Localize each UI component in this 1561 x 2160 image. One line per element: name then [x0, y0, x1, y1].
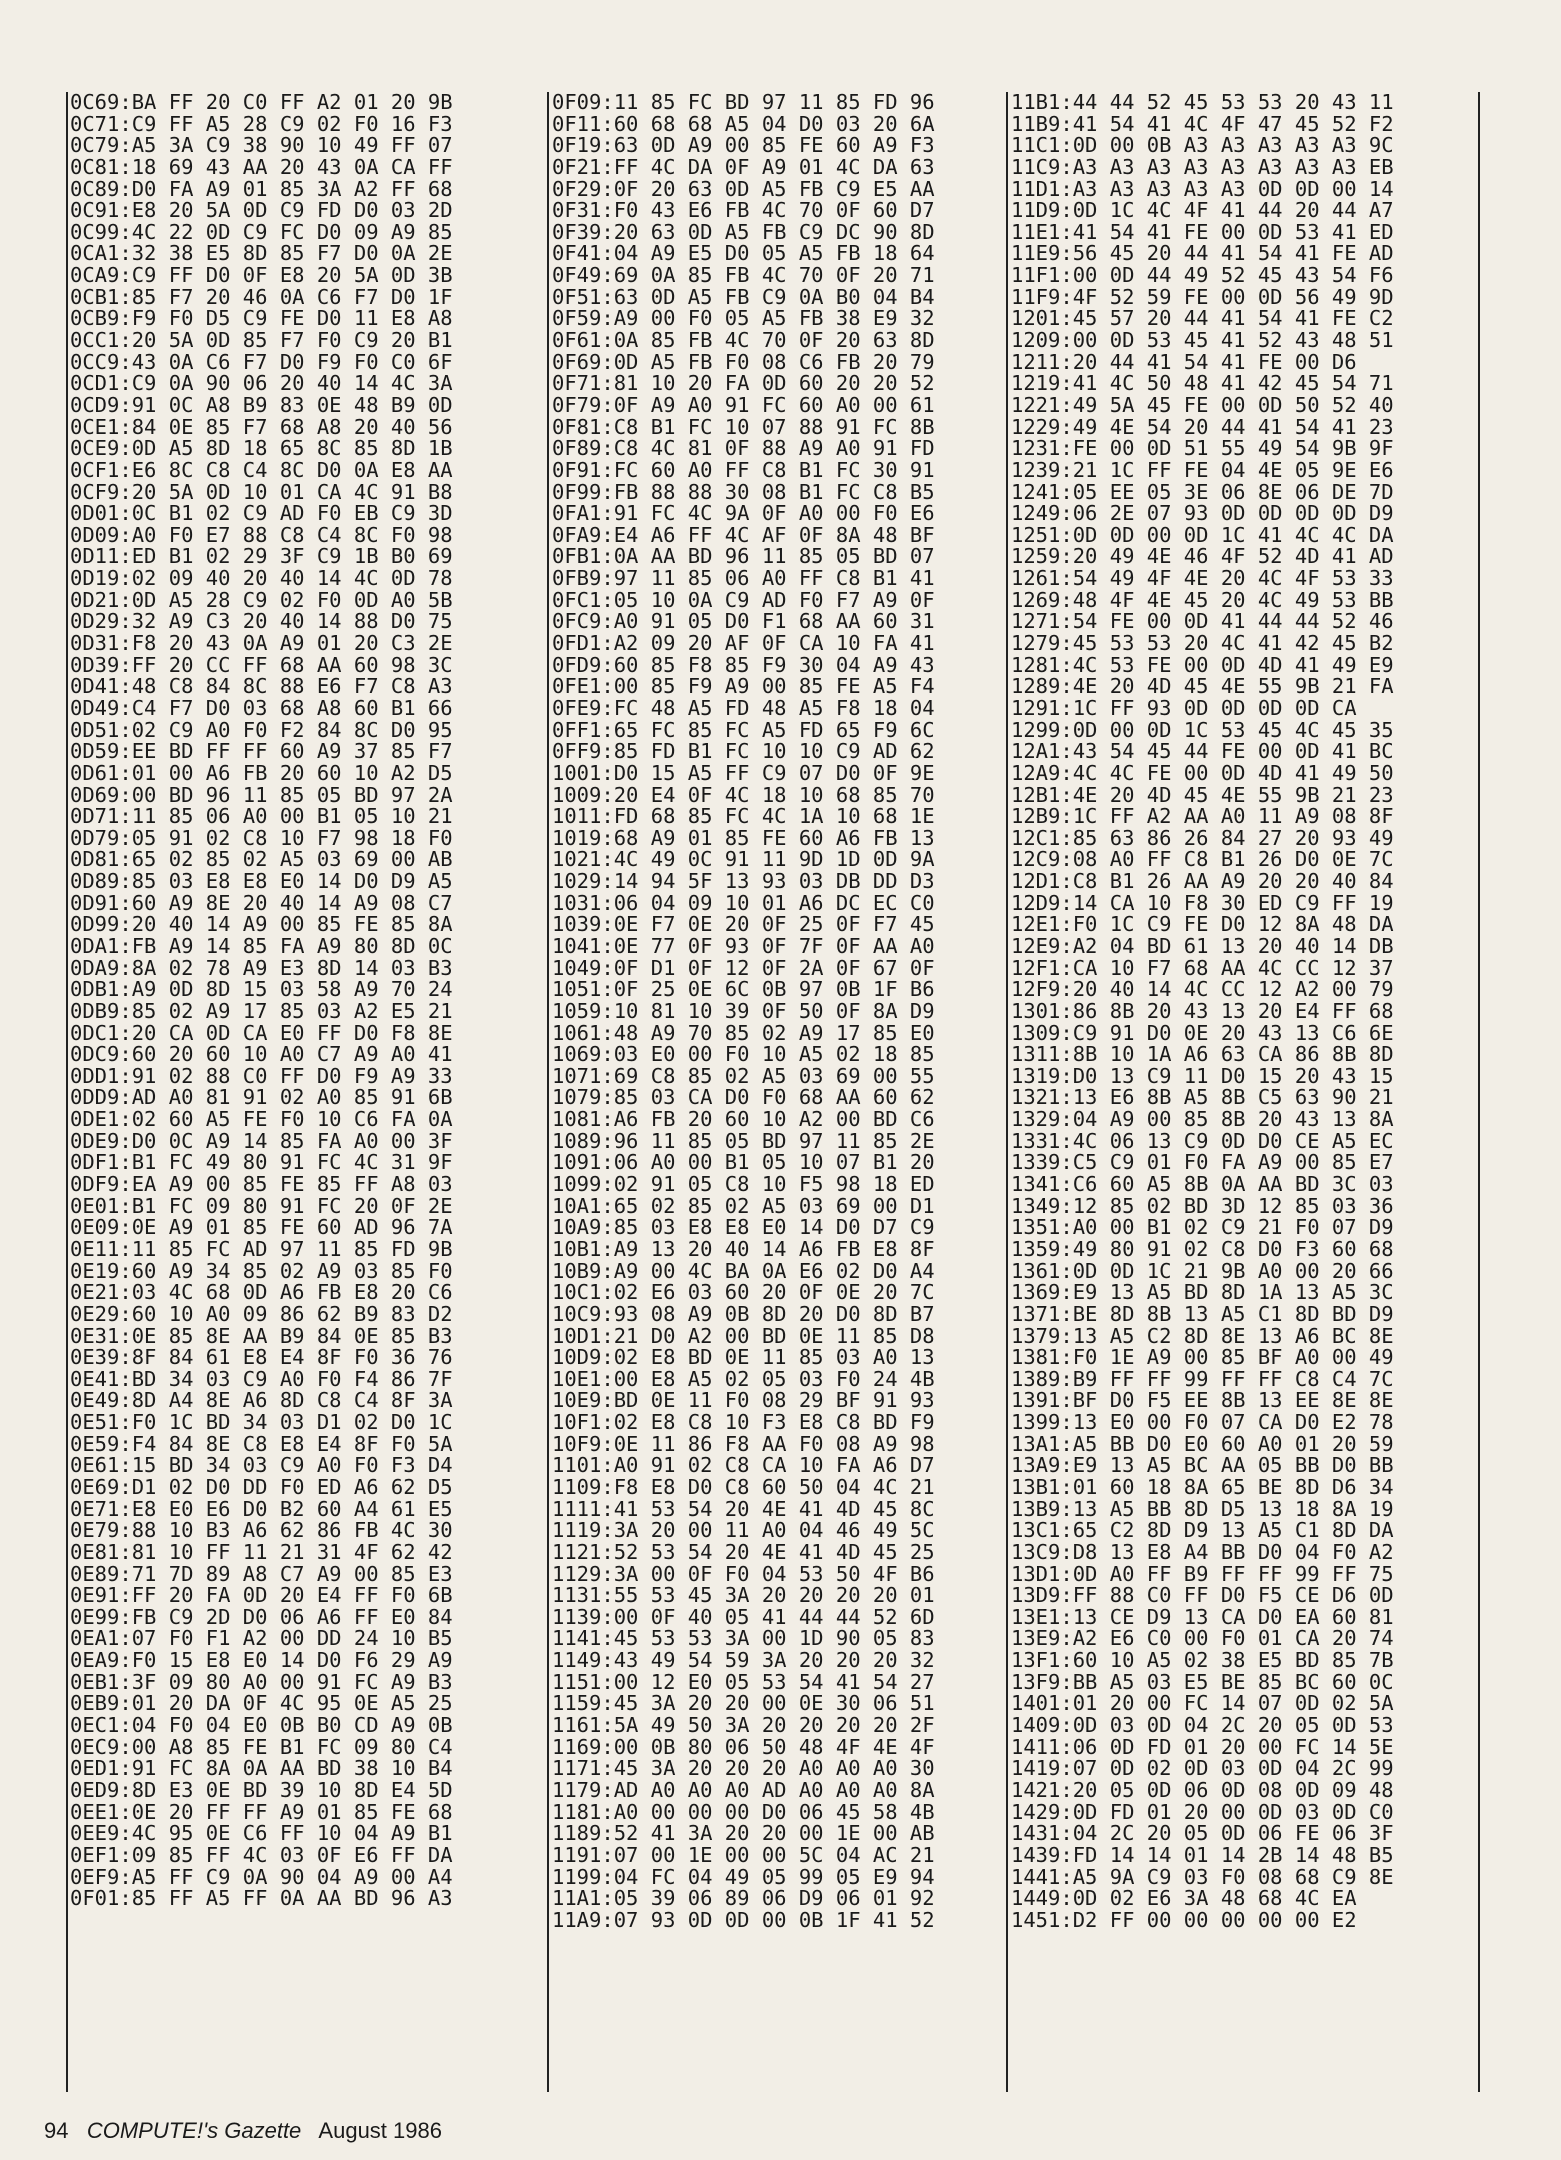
listing-line: 0FC1:05 10 0A C9 AD F0 F7 A9 0F	[552, 589, 935, 612]
listing-line: 13E9:A2 E6 C0 00 F0 01 CA 20 74	[1011, 1628, 1394, 1651]
listing-line: 10D9:02 E8 BD 0E 11 85 03 A0 13	[552, 1347, 935, 1369]
listing-line: 1269:48 4F 4E 45 20 4C 49 53 BB	[1011, 589, 1394, 612]
listing-line: 0DF1:B1 FC 49 80 91 FC 4C 31 9F	[70, 1152, 453, 1175]
listing-line: 11D9:0D 1C 4C 4F 41 44 20 44 A7	[1011, 200, 1394, 222]
listing-line: 1221:49 5A 45 FE 00 0D 50 52 40	[1011, 394, 1394, 417]
listing-line: 1151:00 12 E0 05 53 54 41 54 27	[552, 1671, 935, 1694]
listing-line: 0EC1:04 F0 04 E0 0B B0 CD A9 0B	[70, 1715, 453, 1737]
listing-line: 1231:FE 00 0D 51 55 49 54 9B 9F	[1011, 438, 1394, 460]
listing-line: 12C1:85 63 86 26 84 27 20 93 49	[1011, 827, 1394, 850]
listing-line: 0FB1:0A AA BD 96 11 85 05 BD 07	[552, 546, 935, 569]
listing-line: 0E61:15 BD 34 03 C9 A0 F0 F3 D4	[70, 1455, 453, 1477]
page-number: 94	[44, 2118, 69, 2143]
listing-line: 1451:D2 FF 00 00 00 00 00 E2	[1011, 1909, 1357, 1932]
listing-line: 0CB9:F9 F0 D5 C9 FE D0 11 E8 A8	[70, 308, 453, 331]
listing-line: 1331:4C 06 13 C9 0D D0 CE A5 EC	[1011, 1130, 1394, 1153]
listing-line: 0F01:85 FF A5 FF 0A AA BD 96 A3	[70, 1888, 453, 1910]
listing-line: 0FA9:E4 A6 FF 4C AF 0F 8A 48 BF	[552, 524, 935, 547]
magazine-name: COMPUTE!'s Gazette	[86, 2118, 302, 2143]
listing-line: 1119:3A 20 00 11 A0 04 46 49 5C	[552, 1520, 935, 1542]
listing-line: 1241:05 EE 05 3E 06 8E 06 DE 7D	[1011, 481, 1394, 504]
listing-line: 0D69:00 BD 96 11 85 05 BD 97 2A	[70, 784, 453, 807]
listing-line: 0E21:03 4C 68 0D A6 FB E8 20 C6	[70, 1282, 453, 1304]
listing-line: 0C69:BA FF 20 C0 FF A2 01 20 9B	[70, 92, 453, 114]
listing-line: 1391:BF D0 F5 EE 8B 13 EE 8E 8E	[1011, 1390, 1394, 1413]
listing-line: 0F39:20 63 0D A5 FB C9 DC 90 8D	[552, 221, 935, 244]
listing-line: 0F19:63 0D A9 00 85 FE 60 A9 F3	[552, 135, 935, 157]
listing-line: 0F49:69 0A 85 FB 4C 70 0F 20 71	[552, 265, 935, 287]
listing-line: 0DC9:60 20 60 10 A0 C7 A9 A0 41	[70, 1044, 453, 1066]
listing-line: 0EA9:F0 15 E8 E0 14 D0 F6 29 A9	[70, 1650, 453, 1672]
listing-line: 0ED1:91 FC 8A 0A AA BD 38 10 B4	[70, 1758, 453, 1780]
listing-line: 13B9:13 A5 BB 8D D5 13 18 8A 19	[1011, 1498, 1394, 1521]
listing-line: 1361:0D 0D 1C 21 9B A0 00 20 66	[1011, 1260, 1394, 1283]
listing-line: 0F41:04 A9 E5 D0 05 A5 FB 18 64	[552, 243, 935, 266]
listing-line: 0EA1:07 F0 F1 A2 00 DD 24 10 B5	[70, 1628, 453, 1651]
listing-line: 0D81:65 02 85 02 A5 03 69 00 AB	[70, 849, 453, 872]
listing-line: 1059:10 81 10 39 0F 50 0F 8A D9	[552, 1000, 935, 1023]
listing-line: 0E49:8D A4 8E A6 8D C8 C4 8F 3A	[70, 1390, 453, 1413]
listing-line: 1029:14 94 5F 13 93 03 DB DD D3	[552, 871, 935, 893]
listing-line: 0CF9:20 5A 0D 10 01 CA 4C 91 B8	[70, 481, 453, 504]
listing-line: 0E31:0E 85 8E AA B9 84 0E 85 B3	[70, 1325, 453, 1348]
listing-line: 0E11:11 85 FC AD 97 11 85 FD 9B	[70, 1238, 453, 1261]
listing-line: 1199:04 FC 04 49 05 99 05 E9 94	[552, 1866, 935, 1889]
listing-line: 1201:45 57 20 44 41 54 41 FE C2	[1011, 308, 1394, 331]
listing-line: 13E1:13 CE D9 13 CA D0 EA 60 81	[1011, 1606, 1394, 1629]
listing-line: 1381:F0 1E A9 00 85 BF A0 00 49	[1011, 1347, 1394, 1369]
listing-line: 0E91:FF 20 FA 0D 20 E4 FF F0 6B	[70, 1585, 453, 1607]
listing-line: 0E39:8F 84 61 E8 E4 8F F0 36 76	[70, 1347, 453, 1369]
listing-line: 1439:FD 14 14 01 14 2B 14 48 B5	[1011, 1844, 1394, 1867]
listing-line: 1281:4C 53 FE 00 0D 4D 41 49 E9	[1011, 654, 1394, 677]
listing-line: 10C1:02 E6 03 60 20 0F 0E 20 7C	[552, 1282, 935, 1304]
listing-line: 1319:D0 13 C9 11 D0 15 20 43 15	[1011, 1065, 1394, 1088]
listing-line: 0F79:0F A9 A0 91 FC 60 A0 00 61	[552, 394, 935, 417]
listing-line: 0FE9:FC 48 A5 FD 48 A5 F8 18 04	[552, 697, 935, 720]
listing-line: 0FF1:65 FC 85 FC A5 FD 65 F9 6C	[552, 719, 935, 742]
listing-line: 0E81:81 10 FF 11 21 31 4F 62 42	[70, 1541, 453, 1564]
listing-line: 12F9:20 40 14 4C CC 12 A2 00 79	[1011, 979, 1394, 1001]
listing-line: 0EF1:09 85 FF 4C 03 0F E6 FF DA	[70, 1844, 453, 1867]
listing-line: 1301:86 8B 20 43 13 20 E4 FF 68	[1011, 1000, 1394, 1023]
listing-line: 0DB9:85 02 A9 17 85 03 A2 E5 21	[70, 1000, 453, 1023]
listing-line: 0F21:FF 4C DA 0F A9 01 4C DA 63	[552, 156, 935, 179]
listing-line: 0CA1:32 38 E5 8D 85 F7 D0 0A 2E	[70, 243, 453, 266]
listing-line: 1239:21 1C FF FE 04 4E 05 9E E6	[1011, 459, 1394, 482]
listing-line: 0CE9:0D A5 8D 18 65 8C 85 8D 1B	[70, 438, 453, 460]
listing-line: 13B1:01 60 18 8A 65 BE 8D D6 34	[1011, 1477, 1394, 1499]
listing-line: 1019:68 A9 01 85 FE 60 A6 FB 13	[552, 827, 935, 850]
listing-line: 0CF1:E6 8C C8 C4 8C D0 0A E8 AA	[70, 459, 453, 482]
listing-line: 1211:20 44 41 54 41 FE 00 D6	[1011, 351, 1357, 374]
listing-line: 0FC9:A0 91 05 D0 F1 68 AA 60 31	[552, 611, 935, 634]
listing-line: 0D11:ED B1 02 29 3F C9 1B B0 69	[70, 546, 453, 569]
listing-line: 1131:55 53 45 3A 20 20 20 20 01	[552, 1585, 935, 1607]
listing-line: 1359:49 80 91 02 C8 D0 F3 60 68	[1011, 1238, 1394, 1261]
listing-line: 0D09:A0 F0 E7 88 C8 C4 8C F0 98	[70, 524, 453, 547]
listing-line: 0CD9:91 0C A8 B9 83 0E 48 B9 0D	[70, 394, 453, 417]
listing-line: 0EE1:0E 20 FF FF A9 01 85 FE 68	[70, 1801, 453, 1824]
listing-line: 13A9:E9 13 A5 BC AA 05 BB D0 BB	[1011, 1455, 1394, 1477]
listing-line: 0DC1:20 CA 0D CA E0 FF D0 F8 8E	[70, 1022, 453, 1045]
listing-line: 13C9:D8 13 E8 A4 BB D0 04 F0 A2	[1011, 1541, 1394, 1564]
listing-line: 1009:20 E4 0F 4C 18 10 68 85 70	[552, 784, 935, 807]
listing-line: 1071:69 C8 85 02 A5 03 69 00 55	[552, 1065, 935, 1088]
listing-line: 1209:00 0D 53 45 41 52 43 48 51	[1011, 330, 1394, 352]
listing-line: 1329:04 A9 00 85 8B 20 43 13 8A	[1011, 1109, 1394, 1131]
listing-line: 1001:D0 15 A5 FF C9 07 D0 0F 9E	[552, 762, 935, 785]
listing-line: 0D49:C4 F7 D0 03 68 A8 60 B1 66	[70, 697, 453, 720]
listing-line: 1339:C5 C9 01 F0 FA A9 00 85 E7	[1011, 1152, 1394, 1175]
listing-line: 1371:BE 8D 8B 13 A5 C1 8D BD D9	[1011, 1303, 1394, 1326]
listing-line: 1421:20 05 0D 06 0D 08 0D 09 48	[1011, 1779, 1394, 1802]
listing-line: 0D29:32 A9 C3 20 40 14 88 D0 75	[70, 611, 453, 634]
listing-line: 10B1:A9 13 20 40 14 A6 FB E8 8F	[552, 1238, 935, 1261]
listing-line: 0D19:02 09 40 20 40 14 4C 0D 78	[70, 568, 453, 590]
listing-line: 13F9:BB A5 03 E5 BE 85 BC 60 0C	[1011, 1671, 1394, 1694]
listing-line: 1031:06 04 09 10 01 A6 DC EC C0	[552, 892, 935, 915]
listing-line: 0D41:48 C8 84 8C 88 E6 F7 C8 A3	[70, 676, 453, 698]
listing-line: 1161:5A 49 50 3A 20 20 20 20 2F	[552, 1715, 935, 1737]
listing-line: 1049:0F D1 0F 12 0F 2A 0F 67 0F	[552, 957, 935, 980]
listing-line: 11A9:07 93 0D 0D 00 0B 1F 41 52	[552, 1909, 935, 1932]
listing-line: 1259:20 49 4E 46 4F 52 4D 41 AD	[1011, 546, 1394, 569]
listing-line: 1079:85 03 CA D0 F0 68 AA 60 62	[552, 1087, 935, 1110]
listing-line: 1121:52 53 54 20 4E 41 4D 45 25	[552, 1541, 935, 1564]
listing-line: 1041:0E 77 0F 93 0F 7F 0F AA A0	[552, 935, 935, 958]
listing-line: 1279:45 53 53 20 4C 41 42 45 B2	[1011, 633, 1394, 655]
listing-line: 0FE1:00 85 F9 A9 00 85 FE A5 F4	[552, 676, 935, 698]
listing-line: 1261:54 49 4F 4E 20 4C 4F 53 33	[1011, 568, 1394, 590]
listing-line: 1191:07 00 1E 00 00 5C 04 AC 21	[552, 1844, 935, 1867]
listing-line: 1171:45 3A 20 20 20 A0 A0 A0 30	[552, 1758, 935, 1780]
listing-line: 10D1:21 D0 A2 00 BD 0E 11 85 D8	[552, 1325, 935, 1348]
listing-line: 1419:07 0D 02 0D 03 0D 04 2C 99	[1011, 1758, 1394, 1780]
listing-line: 12B9:1C FF A2 AA A0 11 A9 08 8F	[1011, 806, 1394, 828]
listing-line: 0E29:60 10 A0 09 86 62 B9 83 D2	[70, 1303, 453, 1326]
column-rule-right	[1478, 92, 1480, 2092]
listing-line: 0F31:F0 43 E6 FB 4C 70 0F 60 D7	[552, 200, 935, 222]
listing-line: 1441:A5 9A C9 03 F0 08 68 C9 8E	[1011, 1866, 1394, 1889]
listing-line: 1219:41 4C 50 48 41 42 45 54 71	[1011, 373, 1394, 395]
listing-line: 1141:45 53 53 3A 00 1D 90 05 83	[552, 1628, 935, 1651]
listing-line: 12E9:A2 04 BD 61 13 20 40 14 DB	[1011, 935, 1394, 958]
listing-line: 1101:A0 91 02 C8 CA 10 FA A6 D7	[552, 1455, 935, 1477]
listing-line: 0FB9:97 11 85 06 A0 FF C8 B1 41	[552, 568, 935, 590]
listing-line: 12D1:C8 B1 26 AA A9 20 20 40 84	[1011, 871, 1394, 893]
listing-line: 0C81:18 69 43 AA 20 43 0A CA FF	[70, 156, 453, 179]
listing-line: 0D01:0C B1 02 C9 AD F0 EB C9 3D	[70, 503, 453, 525]
listing-line: 0EC9:00 A8 85 FE B1 FC 09 80 C4	[70, 1736, 453, 1759]
listing-line: 11C9:A3 A3 A3 A3 A3 A3 A3 A3 EB	[1011, 156, 1394, 179]
listing-line: 0DA9:8A 02 78 A9 E3 8D 14 03 B3	[70, 957, 453, 980]
listing-line: 0D89:85 03 E8 E8 E0 14 D0 D9 A5	[70, 871, 453, 893]
listing-line: 1011:FD 68 85 FC 4C 1A 10 68 1E	[552, 806, 935, 828]
listing-line: 1159:45 3A 20 20 00 0E 30 06 51	[552, 1693, 935, 1716]
listing-line: 1309:C9 91 D0 0E 20 43 13 C6 6E	[1011, 1022, 1394, 1045]
listing-line: 0F71:81 10 20 FA 0D 60 20 20 52	[552, 373, 935, 395]
listing-line: 10A1:65 02 85 02 A5 03 69 00 D1	[552, 1195, 935, 1218]
listing-line: 0DB1:A9 0D 8D 15 03 58 A9 70 24	[70, 979, 453, 1001]
listing-line: 0D99:20 40 14 A9 00 85 FE 85 8A	[70, 914, 453, 936]
listing-line: 1089:96 11 85 05 BD 97 11 85 2E	[552, 1130, 935, 1153]
listing-line: 1179:AD A0 A0 A0 AD A0 A0 A0 8A	[552, 1779, 935, 1802]
listing-line: 0F51:63 0D A5 FB C9 0A B0 04 B4	[552, 286, 935, 309]
listing-line: 1021:4C 49 0C 91 11 9D 1D 0D 9A	[552, 849, 935, 872]
listing-line: 0D91:60 A9 8E 20 40 14 A9 08 C7	[70, 892, 453, 915]
listing-line: 13D9:FF 88 C0 FF D0 F5 CE D6 0D	[1011, 1585, 1394, 1607]
listing-line: 0DE9:D0 0C A9 14 85 FA A0 00 3F	[70, 1130, 453, 1153]
listing-line: 0D31:F8 20 43 0A A9 01 20 C3 2E	[70, 633, 453, 655]
listing-line: 1099:02 91 05 C8 10 F5 98 18 ED	[552, 1174, 935, 1196]
listing-line: 13C1:65 C2 8D D9 13 A5 C1 8D DA	[1011, 1520, 1394, 1542]
listing-line: 12D9:14 CA 10 F8 30 ED C9 FF 19	[1011, 892, 1394, 915]
listing-line: 0F09:11 85 FC BD 97 11 85 FD 96	[552, 92, 935, 114]
listing-line: 11F9:4F 52 59 FE 00 0D 56 49 9D	[1011, 286, 1394, 309]
listing-line: 0E69:D1 02 D0 DD F0 ED A6 62 D5	[70, 1477, 453, 1499]
listing-line: 1379:13 A5 C2 8D 8E 13 A6 BC 8E	[1011, 1325, 1394, 1348]
listing-line: 1429:0D FD 01 20 00 0D 03 0D C0	[1011, 1801, 1394, 1824]
listing-line: 0F69:0D A5 FB F0 08 C6 FB 20 79	[552, 351, 935, 374]
listing-line: 1251:0D 0D 00 0D 1C 41 4C 4C DA	[1011, 524, 1394, 547]
listing-line: 0D39:FF 20 CC FF 68 AA 60 98 3C	[70, 654, 453, 677]
listing-line: 0F89:C8 4C 81 0F 88 A9 A0 91 FD	[552, 438, 935, 460]
listing-line: 1039:0E F7 0E 20 0F 25 0F F7 45	[552, 914, 935, 936]
listing-line: 1431:04 2C 20 05 0D 06 FE 06 3F	[1011, 1823, 1394, 1845]
listing-line: 13D1:0D A0 FF B9 FF FF 99 FF 75	[1011, 1563, 1394, 1586]
listing-line: 0D51:02 C9 A0 F0 F2 84 8C D0 95	[70, 719, 453, 742]
listing-line: 0EB9:01 20 DA 0F 4C 95 0E A5 25	[70, 1693, 453, 1716]
hex-column-3	[1011, 92, 1394, 1931]
listing-line: 11F1:00 0D 44 49 52 45 43 54 F6	[1011, 265, 1394, 287]
listing-line: 0E99:FB C9 2D D0 06 A6 FF E0 84	[70, 1606, 453, 1629]
listing-line: 1181:A0 00 00 00 D0 06 45 58 4B	[552, 1801, 935, 1824]
listing-line: 0C71:C9 FF A5 28 C9 02 F0 16 F3	[70, 113, 453, 136]
listing-line: 10B9:A9 00 4C BA 0A E6 02 D0 A4	[552, 1260, 935, 1283]
listing-line: 0E01:B1 FC 09 80 91 FC 20 0F 2E	[70, 1195, 453, 1218]
listing-line: 1351:A0 00 B1 02 C9 21 F0 07 D9	[1011, 1217, 1394, 1239]
listing-line: 0E71:E8 E0 E6 D0 B2 60 A4 61 E5	[70, 1498, 453, 1521]
listing-line: 1399:13 E0 00 F0 07 CA D0 E2 78	[1011, 1412, 1394, 1434]
listing-line: 0DD1:91 02 88 C0 FF D0 F9 A9 33	[70, 1065, 453, 1088]
listing-line: 11E1:41 54 41 FE 00 0D 53 41 ED	[1011, 221, 1394, 244]
listing-line: 1411:06 0D FD 01 20 00 FC 14 5E	[1011, 1736, 1394, 1759]
listing-line: 12A1:43 54 45 44 FE 00 0D 41 BC	[1011, 741, 1394, 763]
listing-line: 0D21:0D A5 28 C9 02 F0 0D A0 5B	[70, 589, 453, 612]
listing-line: 12E1:F0 1C C9 FE D0 12 8A 48 DA	[1011, 914, 1394, 936]
column-rule-1	[547, 92, 549, 2092]
listing-line: 0E19:60 A9 34 85 02 A9 03 85 F0	[70, 1260, 453, 1283]
listing-line: 11B9:41 54 41 4C 4F 47 45 52 F2	[1011, 113, 1394, 136]
listing-line: 0F91:FC 60 A0 FF C8 B1 FC 30 91	[552, 459, 935, 482]
listing-line: 0DF9:EA A9 00 85 FE 85 FF A8 03	[70, 1174, 453, 1196]
listing-line: 1051:0F 25 0E 6C 0B 97 0B 1F B6	[552, 979, 935, 1001]
listing-line: 1289:4E 20 4D 45 4E 55 9B 21 FA	[1011, 676, 1394, 698]
listing-line: 1061:48 A9 70 85 02 A9 17 85 E0	[552, 1022, 935, 1045]
listing-line: 1349:12 85 02 BD 3D 12 85 03 36	[1011, 1195, 1394, 1218]
listing-line: 1229:49 4E 54 20 44 41 54 41 23	[1011, 416, 1394, 439]
listing-line: 11C1:0D 00 0B A3 A3 A3 A3 A3 9C	[1011, 135, 1394, 157]
listing-line: 1369:E9 13 A5 BD 8D 1A 13 A5 3C	[1011, 1282, 1394, 1304]
listing-line: 1249:06 2E 07 93 0D 0D 0D 0D D9	[1011, 503, 1394, 525]
listing-line: 1111:41 53 54 20 4E 41 4D 45 8C	[552, 1498, 935, 1521]
listing-line: 12F1:CA 10 F7 68 AA 4C CC 12 37	[1011, 957, 1394, 980]
listing-line: 1149:43 49 54 59 3A 20 20 20 32	[552, 1650, 935, 1672]
listing-line: 1389:B9 FF FF 99 FF FF C8 C4 7C	[1011, 1368, 1394, 1391]
listing-line: 0CE1:84 0E 85 F7 68 A8 20 40 56	[70, 416, 453, 439]
page-footer	[44, 2118, 442, 2144]
listing-line: 12A9:4C 4C FE 00 0D 4D 41 49 50	[1011, 762, 1394, 785]
listing-line: 12C9:08 A0 FF C8 B1 26 D0 0E 7C	[1011, 849, 1394, 872]
listing-line: 11E9:56 45 20 44 41 54 41 FE AD	[1011, 243, 1394, 266]
listing-line: 1129:3A 00 0F F0 04 53 50 4F B6	[552, 1563, 935, 1586]
listing-line: 0DE1:02 60 A5 FE F0 10 C6 FA 0A	[70, 1109, 453, 1131]
listing-line: 0CC1:20 5A 0D 85 F7 F0 C9 20 B1	[70, 330, 453, 352]
listing-line: 0C99:4C 22 0D C9 FC D0 09 A9 85	[70, 221, 453, 244]
listing-line: 0F61:0A 85 FB 4C 70 0F 20 63 8D	[552, 330, 935, 352]
listing-line: 10F9:0E 11 86 F8 AA F0 08 A9 98	[552, 1433, 935, 1456]
listing-line: 0FD1:A2 09 20 AF 0F CA 10 FA 41	[552, 633, 935, 655]
listing-line: 1299:0D 00 0D 1C 53 45 4C 45 35	[1011, 719, 1394, 742]
listing-line: 0F81:C8 B1 FC 10 07 88 91 FC 8B	[552, 416, 935, 439]
listing-line: 10F1:02 E8 C8 10 F3 E8 C8 BD F9	[552, 1412, 935, 1434]
listing-line: 0F29:0F 20 63 0D A5 FB C9 E5 AA	[552, 178, 935, 201]
issue-date: August 1986	[318, 2118, 442, 2143]
listing-line: 10C9:93 08 A9 0B 8D 20 D0 8D B7	[552, 1303, 935, 1326]
listing-line: 0D61:01 00 A6 FB 20 60 10 A2 D5	[70, 762, 453, 785]
listing-line: 1169:00 0B 80 06 50 48 4F 4E 4F	[552, 1736, 935, 1759]
listing-line: 0E79:88 10 B3 A6 62 86 FB 4C 30	[70, 1520, 453, 1542]
column-rule-2	[1006, 92, 1008, 2092]
listing-line: 0FD9:60 85 F8 85 F9 30 04 A9 43	[552, 654, 935, 677]
listing-line: 0FF9:85 FD B1 FC 10 10 C9 AD 62	[552, 741, 935, 763]
listing-line: 1109:F8 E8 D0 C8 60 50 04 4C 21	[552, 1477, 935, 1499]
listing-line: 0DA1:FB A9 14 85 FA A9 80 8D 0C	[70, 935, 453, 958]
listing-line: 1189:52 41 3A 20 20 00 1E 00 AB	[552, 1823, 935, 1845]
listing-line: 1341:C6 60 A5 8B 0A AA BD 3C 03	[1011, 1174, 1394, 1196]
listing-line: 0C91:E8 20 5A 0D C9 FD D0 03 2D	[70, 200, 453, 222]
listing-line: 0CC9:43 0A C6 F7 D0 F9 F0 C0 6F	[70, 351, 453, 374]
listing-line: 0F11:60 68 68 A5 04 D0 03 20 6A	[552, 113, 935, 136]
listing-line: 0C79:A5 3A C9 38 90 10 49 FF 07	[70, 135, 453, 157]
listing-line: 0C89:D0 FA A9 01 85 3A A2 FF 68	[70, 178, 453, 201]
listing-line: 0E89:71 7D 89 A8 C7 A9 00 85 E3	[70, 1563, 453, 1586]
listing-line: 0E09:0E A9 01 85 FE 60 AD 96 7A	[70, 1217, 453, 1239]
listing-line: 0EB1:3F 09 80 A0 00 91 FC A9 B3	[70, 1671, 453, 1694]
listing-line: 0DD9:AD A0 81 91 02 A0 85 91 6B	[70, 1087, 453, 1110]
listing-line: 13F1:60 10 A5 02 38 E5 BD 85 7B	[1011, 1650, 1394, 1672]
listing-line: 12B1:4E 20 4D 45 4E 55 9B 21 23	[1011, 784, 1394, 807]
listing-line: 0F99:FB 88 88 30 08 B1 FC C8 B5	[552, 481, 935, 504]
listing-line: 1409:0D 03 0D 04 2C 20 05 0D 53	[1011, 1715, 1394, 1737]
listing-line: 11A1:05 39 06 89 06 D9 06 01 92	[552, 1888, 935, 1910]
listing-line: 0EF9:A5 FF C9 0A 90 04 A9 00 A4	[70, 1866, 453, 1889]
listing-line: 1069:03 E0 00 F0 10 A5 02 18 85	[552, 1044, 935, 1066]
listing-line: 0E41:BD 34 03 C9 A0 F0 F4 86 7F	[70, 1368, 453, 1391]
listing-line: 0D79:05 91 02 C8 10 F7 98 18 F0	[70, 827, 453, 850]
listing-line: 1311:8B 10 1A A6 63 CA 86 8B 8D	[1011, 1044, 1394, 1066]
listing-line: 0CD1:C9 0A 90 06 20 40 14 4C 3A	[70, 373, 453, 395]
listing-line: 10A9:85 03 E8 E8 E0 14 D0 D7 C9	[552, 1217, 935, 1239]
listing-line: 1401:01 20 00 FC 14 07 0D 02 5A	[1011, 1693, 1394, 1716]
listing-line: 0E59:F4 84 8E C8 E8 E4 8F F0 5A	[70, 1433, 453, 1456]
listing-line: 13A1:A5 BB D0 E0 60 A0 01 20 59	[1011, 1433, 1394, 1456]
listing-line: 10E9:BD 0E 11 F0 08 29 BF 91 93	[552, 1390, 935, 1413]
listing-line: 0D59:EE BD FF FF 60 A9 37 85 F7	[70, 741, 453, 763]
listing-line: 10E1:00 E8 A5 02 05 03 F0 24 4B	[552, 1368, 935, 1391]
listing-line: 0E51:F0 1C BD 34 03 D1 02 D0 1C	[70, 1412, 453, 1434]
listing-line: 1449:0D 02 E6 3A 48 68 4C EA	[1011, 1888, 1357, 1910]
listing-line: 0D71:11 85 06 A0 00 B1 05 10 21	[70, 806, 453, 828]
listing-line: 11B1:44 44 52 45 53 53 20 43 11	[1011, 92, 1394, 114]
listing-line: 0CB1:85 F7 20 46 0A C6 F7 D0 1F	[70, 286, 453, 309]
listing-line: 0CA9:C9 FF D0 0F E8 20 5A 0D 3B	[70, 265, 453, 287]
column-rule-left	[66, 92, 68, 2092]
listing-line: 1091:06 A0 00 B1 05 10 07 B1 20	[552, 1152, 935, 1175]
listing-line: 1271:54 FE 00 0D 41 44 44 52 46	[1011, 611, 1394, 634]
listing-line: 11D1:A3 A3 A3 A3 A3 0D 0D 00 14	[1011, 178, 1394, 201]
hex-column-1	[70, 92, 453, 1910]
listing-line: 0F59:A9 00 F0 05 A5 FB 38 E9 32	[552, 308, 935, 331]
listing-line: 0ED9:8D E3 0E BD 39 10 8D E4 5D	[70, 1779, 453, 1802]
listing-line: 1081:A6 FB 20 60 10 A2 00 BD C6	[552, 1109, 935, 1131]
listing-line: 0EE9:4C 95 0E C6 FF 10 04 A9 B1	[70, 1823, 453, 1845]
hex-column-2	[552, 92, 935, 1931]
listing-line: 0FA1:91 FC 4C 9A 0F A0 00 F0 E6	[552, 503, 935, 525]
listing-line: 1321:13 E6 8B A5 8B C5 63 90 21	[1011, 1087, 1394, 1110]
listing-line: 1291:1C FF 93 0D 0D 0D 0D CA	[1011, 697, 1357, 720]
listing-line: 1139:00 0F 40 05 41 44 44 52 6D	[552, 1606, 935, 1629]
